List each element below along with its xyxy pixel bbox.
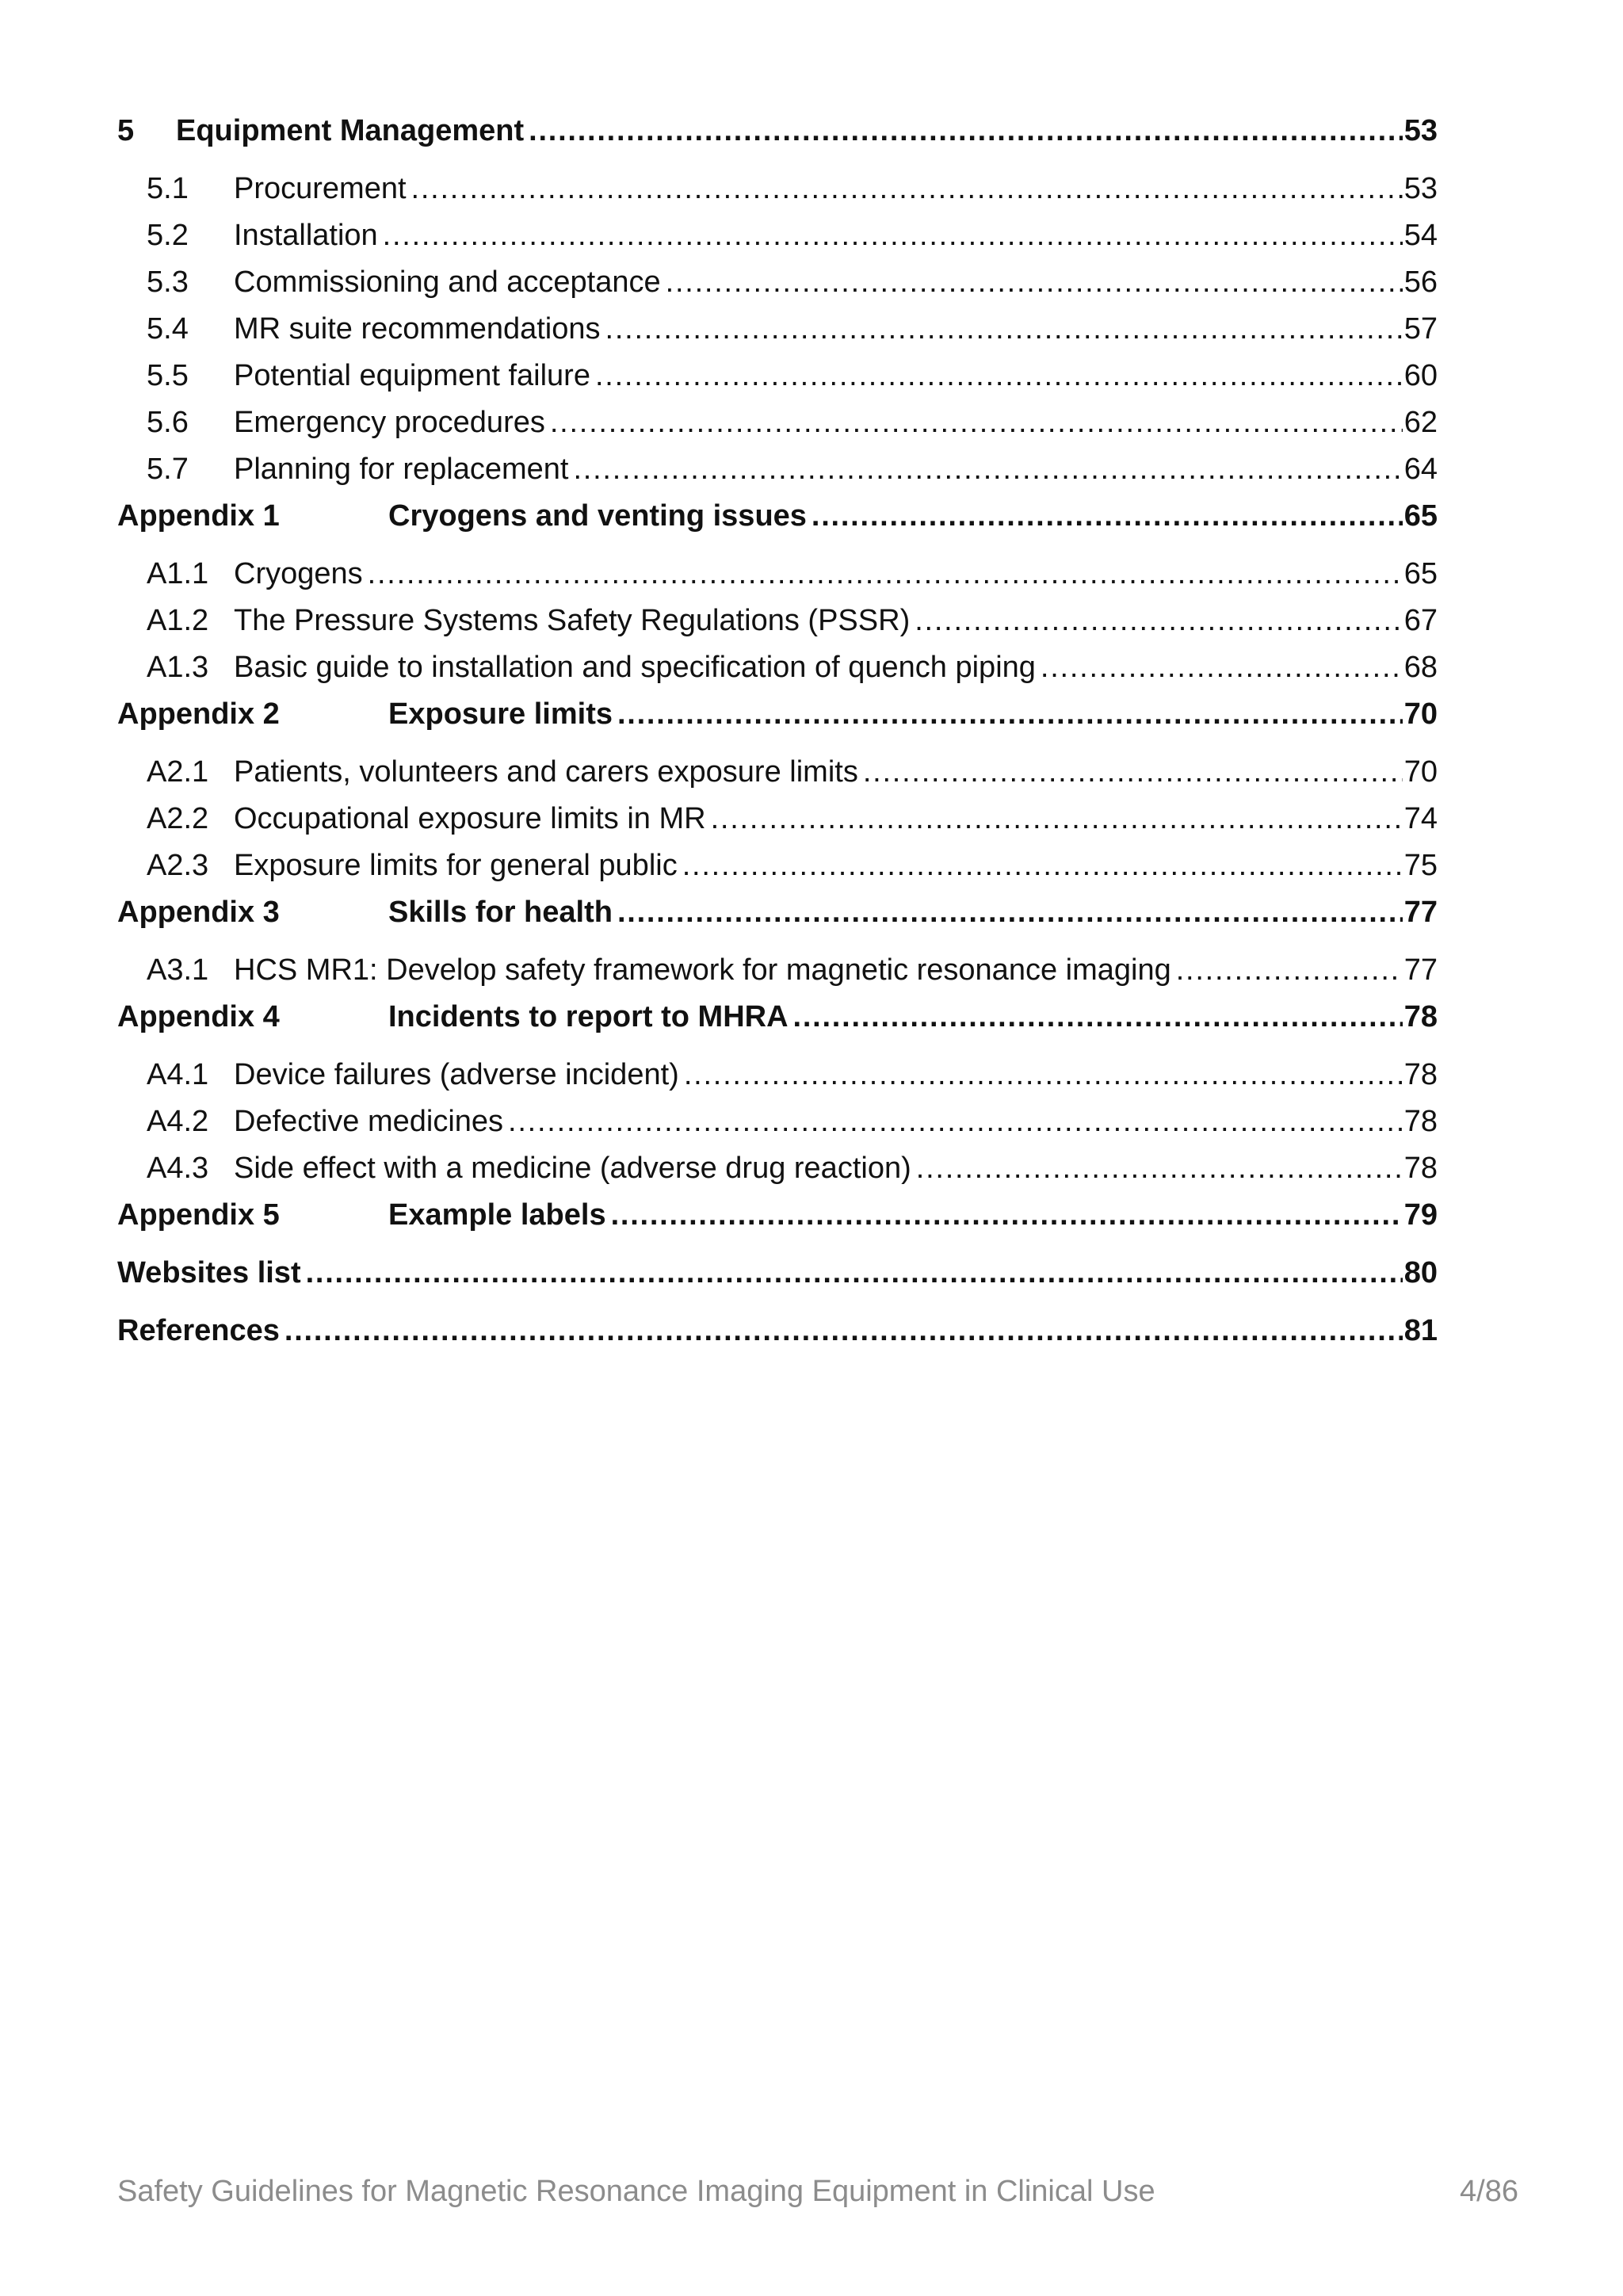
toc-entry-page-number: 64 xyxy=(1403,453,1438,486)
toc-entry-number: A2.3 xyxy=(147,849,209,882)
toc-entry-title: The Pressure Systems Safety Regulations (PSSR) xyxy=(234,604,911,637)
toc-entry-title: Procurement xyxy=(234,172,407,205)
toc-entry-title: HCS MR1: Develop safety framework for magnetic resonance imaging xyxy=(234,953,1171,987)
toc-section-entry[interactable] xyxy=(117,699,1438,757)
toc-entry-number: A2.1 xyxy=(147,755,209,789)
toc-entry-title: Exposure limits xyxy=(388,697,613,731)
toc-entry-page-number: 74 xyxy=(1403,802,1438,835)
toc-section-entry[interactable] xyxy=(117,1002,1438,1060)
toc-entry-page-number: 77 xyxy=(1403,953,1438,987)
toc-entry-number: 5.2 xyxy=(147,219,189,252)
toc-entry-page-number: 53 xyxy=(1403,172,1438,205)
toc-entry-page-number: 78 xyxy=(1403,1000,1438,1033)
toc-dot-leader xyxy=(1041,652,1403,682)
toc-entry-page-number: 75 xyxy=(1403,849,1438,882)
toc-dot-leader xyxy=(550,407,1403,437)
toc-dot-leader xyxy=(682,850,1403,881)
toc-subsection-entry[interactable] xyxy=(117,454,1438,501)
toc-entry-title: Side effect with a medicine (adverse drug reaction) xyxy=(234,1152,911,1185)
toc-entry-number: A4.3 xyxy=(147,1152,209,1185)
toc-entry-title: Occupational exposure limits in MR xyxy=(234,802,706,835)
toc-entry-number: 5.6 xyxy=(147,406,189,439)
toc-entry-number: A4.1 xyxy=(147,1058,209,1091)
toc-subsection-entry[interactable] xyxy=(117,220,1438,267)
toc-subsection-entry[interactable] xyxy=(117,314,1438,361)
toc-dot-leader xyxy=(666,267,1403,297)
toc-entry-title: Installation xyxy=(234,219,378,252)
toc-dot-leader xyxy=(617,897,1403,927)
toc-entry-page-number: 77 xyxy=(1403,896,1438,929)
toc-entry-page-number: 65 xyxy=(1403,557,1438,590)
toc-dot-leader xyxy=(411,174,1403,204)
toc-entry-number: 5.3 xyxy=(147,266,189,299)
toc-entry-page-number: 81 xyxy=(1403,1314,1438,1347)
toc-entry-title: Exposure limits for general public xyxy=(234,849,678,882)
toc-entry-number: A1.1 xyxy=(147,557,209,590)
toc-entry-title: Basic guide to installation and specification of quench piping xyxy=(234,651,1036,684)
toc-entry-number: Appendix 1 xyxy=(117,499,280,533)
toc-section-entry[interactable] xyxy=(117,1316,1438,1373)
toc-entry-page-number: 70 xyxy=(1403,697,1438,731)
toc-dot-leader xyxy=(529,116,1403,146)
toc-dot-leader xyxy=(812,501,1403,531)
toc-entry-page-number: 79 xyxy=(1403,1198,1438,1232)
toc-section-entry[interactable] xyxy=(117,1200,1438,1258)
toc-dot-leader xyxy=(711,804,1403,834)
toc-section-entry[interactable] xyxy=(117,897,1438,955)
toc-entry-page-number: 78 xyxy=(1403,1105,1438,1138)
toc-entry-page-number: 62 xyxy=(1403,406,1438,439)
toc-entry-title: Equipment Management xyxy=(176,114,525,147)
toc-dot-leader xyxy=(617,699,1403,729)
toc-entry-title: Potential equipment failure xyxy=(234,359,590,392)
toc-dot-leader xyxy=(605,314,1403,344)
toc-entry-page-number: 57 xyxy=(1403,312,1438,346)
footer-page-number: 4/86 xyxy=(1460,2175,1518,2208)
toc-entry-number: 5.1 xyxy=(147,172,189,205)
toc-entry-title: Device failures (adverse incident) xyxy=(234,1058,679,1091)
toc-entry-page-number: 67 xyxy=(1403,604,1438,637)
toc-subsection-entry[interactable] xyxy=(117,804,1438,850)
toc-entry-title: Defective medicines xyxy=(234,1105,504,1138)
toc-entry-page-number: 60 xyxy=(1403,359,1438,392)
toc-entry-page-number: 80 xyxy=(1403,1256,1438,1289)
toc-entry-page-number: 78 xyxy=(1403,1058,1438,1091)
toc-subsection-entry[interactable] xyxy=(117,1060,1438,1106)
toc-dot-leader xyxy=(368,559,1403,589)
toc-entry-number: 5.4 xyxy=(147,312,189,346)
toc-subsection-entry[interactable] xyxy=(117,1106,1438,1153)
toc-entry-title: References xyxy=(117,1314,280,1347)
toc-dot-leader xyxy=(508,1106,1403,1137)
toc-entry-page-number: 54 xyxy=(1403,219,1438,252)
toc-entry-number: 5 xyxy=(117,114,135,147)
toc-subsection-entry[interactable] xyxy=(117,955,1438,1002)
toc-entry-number: Appendix 2 xyxy=(117,697,280,731)
toc-entry-number: A1.3 xyxy=(147,651,209,684)
toc-entry-page-number: 78 xyxy=(1403,1152,1438,1185)
toc-entry-page-number: 65 xyxy=(1403,499,1438,533)
toc-entry-number: A4.2 xyxy=(147,1105,209,1138)
toc-subsection-entry[interactable] xyxy=(117,606,1438,652)
toc-entry-title: Websites list xyxy=(117,1256,301,1289)
toc-dot-leader xyxy=(863,757,1403,787)
toc-section-entry[interactable] xyxy=(117,116,1438,174)
toc-entry-number: Appendix 4 xyxy=(117,1000,280,1033)
toc-section-entry[interactable] xyxy=(117,1258,1438,1316)
toc-subsection-entry[interactable] xyxy=(117,407,1438,454)
toc-entry-number: Appendix 5 xyxy=(117,1198,280,1232)
toc-dot-leader xyxy=(916,1153,1403,1183)
toc-subsection-entry[interactable] xyxy=(117,850,1438,897)
toc-entry-title: Incidents to report to MHRA xyxy=(388,1000,789,1033)
toc-entry-number: Appendix 3 xyxy=(117,896,280,929)
toc-dot-leader xyxy=(915,606,1403,636)
toc-entry-title: Commissioning and acceptance xyxy=(234,266,661,299)
toc-subsection-entry[interactable] xyxy=(117,757,1438,804)
toc-entry-number: 5.5 xyxy=(147,359,189,392)
toc-entry-title: Cryogens and venting issues xyxy=(388,499,807,533)
toc-entry-title: Planning for replacement xyxy=(234,453,569,486)
toc-entry-page-number: 70 xyxy=(1403,755,1438,789)
toc-dot-leader xyxy=(383,220,1403,250)
toc-entry-title: MR suite recommendations xyxy=(234,312,601,346)
toc-entry-number: A1.2 xyxy=(147,604,209,637)
toc-entry-title: Skills for health xyxy=(388,896,613,929)
toc-dot-leader xyxy=(285,1316,1403,1346)
toc-entry-page-number: 56 xyxy=(1403,266,1438,299)
toc-entry-title: Emergency procedures xyxy=(234,406,545,439)
toc-subsection-entry[interactable] xyxy=(117,267,1438,314)
toc-section-entry[interactable] xyxy=(117,501,1438,559)
toc-dot-leader xyxy=(595,361,1403,391)
toc-subsection-entry[interactable] xyxy=(117,559,1438,606)
toc-entry-title: Patients, volunteers and carers exposure limits xyxy=(234,755,858,789)
toc-entry-title: Cryogens xyxy=(234,557,363,590)
toc-dot-leader xyxy=(573,454,1402,484)
toc-entry-number: 5.7 xyxy=(147,453,189,486)
toc-entry-page-number: 68 xyxy=(1403,651,1438,684)
footer-document-title: Safety Guidelines for Magnetic Resonance Imaging Equipment in Clinical Use xyxy=(117,2175,1155,2208)
toc-dot-leader xyxy=(684,1060,1403,1090)
toc-subsection-entry[interactable] xyxy=(117,1153,1438,1200)
toc-entry-number: A2.2 xyxy=(147,802,209,835)
toc-subsection-entry[interactable] xyxy=(117,174,1438,220)
toc-dot-leader xyxy=(306,1258,1403,1288)
toc-entry-title: Example labels xyxy=(388,1198,606,1232)
toc-dot-leader xyxy=(1176,955,1403,985)
toc-subsection-entry[interactable] xyxy=(117,361,1438,407)
toc-entry-page-number: 53 xyxy=(1403,114,1438,147)
toc-subsection-entry[interactable] xyxy=(117,652,1438,699)
toc-dot-leader xyxy=(793,1002,1403,1032)
page-footer xyxy=(117,2175,1518,2209)
toc-dot-leader xyxy=(611,1200,1403,1230)
table-of-contents xyxy=(117,116,1438,1373)
toc-entry-number: A3.1 xyxy=(147,953,209,987)
